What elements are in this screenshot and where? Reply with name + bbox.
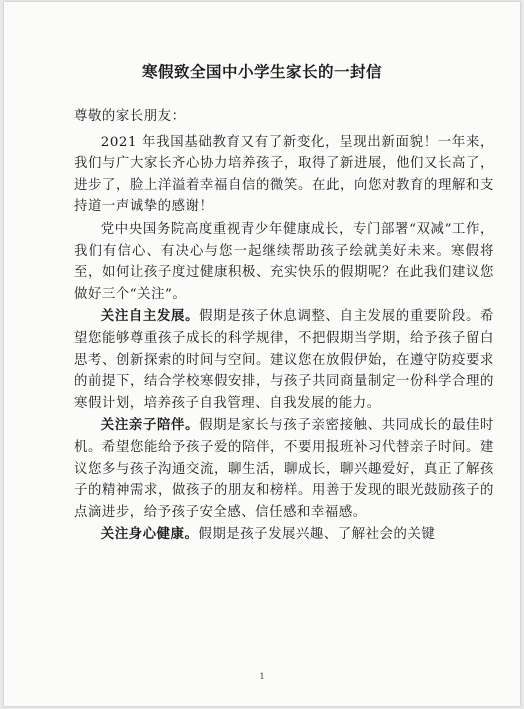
paragraph-text: 党中央国务院高度重视青少年健康成长，专门部署“双减”工作，我们有信心、有决心与您一起继续帮助孩子绘就美好未来。寒假将至，如何让孩子度过健康积极、充实快乐的假期呢？在此我们建议您做好三个“关注”。 — [74, 221, 494, 302]
paragraph-autonomous-development — [74, 306, 494, 414]
letter-title: 寒假致全国中小学生家长的一封信 — [141, 62, 382, 81]
paragraph-lead: 关注亲子陪伴。 — [100, 417, 200, 434]
paragraph-text: 假期是家长与孩子亲密接触、共同成长的最佳时机。希望您能给予孩子爱的陪伴，不要用报班补习代替亲子时间。建议您多与孩子沟通交流，聊生活，聊成长，聊兴趣爱好，真正了解孩子的精神需求，做孩子的朋友和榜样。用善于发现的眼光鼓励孩子的点滴进步，给予孩子安全感、信任感和幸福感。 — [74, 418, 494, 520]
paragraph-intro — [74, 132, 494, 218]
salutation: 尊敬的家长朋友： — [74, 109, 186, 124]
page-number: 1 — [259, 672, 265, 681]
paragraph-text: 假期是孩子发展兴趣、了解社会的关键 — [198, 527, 436, 543]
document-page — [4, 2, 520, 706]
paragraph-lead: 关注自主发展。 — [100, 308, 200, 325]
paragraph-lead: 关注身心健康。 — [100, 526, 199, 543]
letter-body — [74, 106, 494, 546]
paragraph-double-reduction — [74, 219, 494, 305]
paragraph-text: 假期是孩子休息调整、自主发展的重要阶段。希望您能够尊重孩子成长的科学规律，不把假期当学期，给予孩子留白思考、创新探索的时间与空间。建议您在放假伊始，在遵守防疫要求的前提下，结合学校寒假安排，与孩子共同商量制定一份科学合理的寒假计划，培养孩子自我管理、自我发展的能力。 — [74, 309, 494, 411]
paragraph-physical-mental-health — [74, 524, 494, 546]
paragraph-text: 2021 年我国基础教育又有了新变化，呈现出新面貌！一年来，我们与广大家长齐心协力培养孩子，取得了新进展，他们又长高了，进步了，脸上洋溢着幸福自信的微笑。在此，向您对教育的理解和支持道一声诚挚的感谢！ — [74, 134, 494, 215]
paragraph-parent-companionship — [74, 415, 494, 523]
